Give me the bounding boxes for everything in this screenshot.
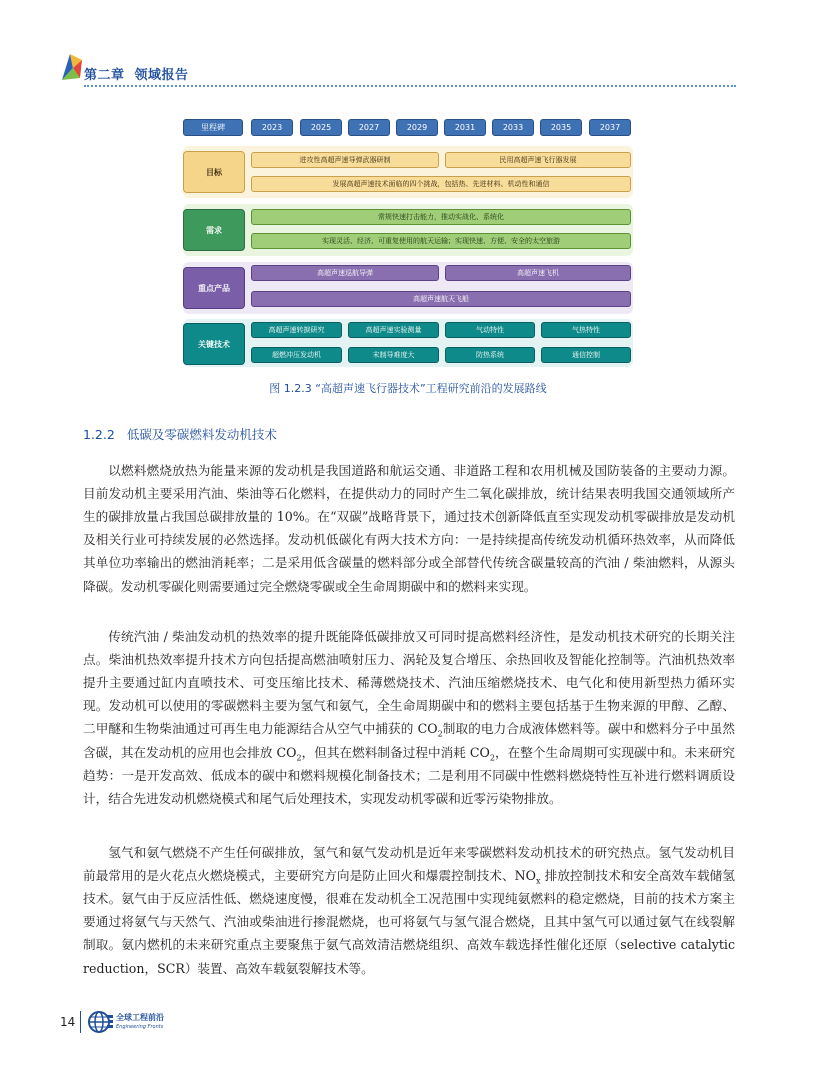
roadmap-figure xyxy=(183,119,633,366)
paragraph-text: ，在整个生命周期可实现碳中和。未来研究趋势：一是开发高效、低成本的碳中和燃料规模化制备技术；二是利用不同碳中性燃料燃烧特性互补进行燃料调质设计，结合先进发动机燃烧模式和尾气后处理技术，实现发动机零碳和近零污染物排放。 xyxy=(83,744,735,807)
subscript: x xyxy=(536,876,541,886)
tech-item: 气热特性 xyxy=(541,322,631,338)
chapter-name: 领域报告 xyxy=(134,68,189,83)
milestone-year: 2027 xyxy=(348,119,390,136)
footer-divider xyxy=(80,1011,81,1033)
paragraph-text: ，但其在燃料制备过程中消耗 CO xyxy=(301,744,490,760)
milestone-year: 2031 xyxy=(444,119,486,136)
tech-item: 超燃冲压发动机 xyxy=(251,347,342,363)
goal-category: 目标 xyxy=(183,151,245,193)
tech-category: 关键技术 xyxy=(183,323,245,365)
goal-item: 进攻性高超声速导弹武器研制 xyxy=(251,152,439,168)
page-number: 14 xyxy=(60,1015,76,1029)
product-item: 高超声速巡航导弹 xyxy=(251,265,439,281)
section-title: 低碳及零碳燃料发动机技术 xyxy=(126,427,277,442)
milestone-year: 2037 xyxy=(589,119,631,136)
milestone-year: 2029 xyxy=(396,119,438,136)
milestone-year: 2023 xyxy=(251,119,293,136)
page-header xyxy=(60,50,736,92)
tech-item: 通信控制 xyxy=(541,347,631,363)
product-category: 重点产品 xyxy=(183,267,245,309)
globe-logo-icon xyxy=(88,1011,114,1033)
subscript: 2 xyxy=(437,729,443,739)
paragraph xyxy=(83,625,735,811)
tech-item: 气动特性 xyxy=(445,322,535,338)
footer-brand: 全球工程前沿 xyxy=(116,1013,164,1022)
paragraph-text: 制取的电力合成液体燃料等。碳中和燃料分子中虽然含碳，其在发动机的应用也会排放 CO xyxy=(83,721,736,760)
paragraph: 以燃料燃烧放热为能量来源的发动机是我国道路和航运交通、非道路工程和农用机械及国防装备的主要动力源。目前发动机主要采用汽油、柴油等石化燃料，在提供动力的同时产生二氧化碳排放，统计结果表明我国交通领域所产生的碳排放量占我国总碳排放量的 10%。在“双碳”战略背景下，通过技术创新降低直至实现发动机零碳排放是发动机及相关行业可持续发展的必然选择。发动机低碳化有两大技术方向：一是持续提高传统发动机循环热效率，从而降低其单位功率输出的燃油消耗率；二是采用低含碳量的燃料部分或全部替代传统含碳量较高的汽油 / 柴油燃料，从源头降碳。发动机零碳化则需要通过完全燃烧零碳或全生命周期碳中和的燃料来实现。 xyxy=(83,462,735,594)
product-item: 高超声速航天飞船 xyxy=(251,291,631,307)
chapter-logo-icon xyxy=(60,50,84,82)
tech-item: 末制导难度大 xyxy=(348,347,439,363)
tech-item: 高超声速转捩研究 xyxy=(251,322,342,338)
footer-brand-en: Engineering Fronts xyxy=(116,1024,164,1030)
milestone-year: 2035 xyxy=(540,119,582,136)
paragraph-text: 氢气和氨气燃烧不产生任何碳排放，氢气和氨气发动机是近年来零碳燃料发动机技术的研究热点。氢气发动机目前最常用的是火花点火燃烧模式，主要研究方向是防止回火和爆震控制技术、NO xyxy=(83,844,735,883)
chapter-number: 第二章 xyxy=(84,68,125,83)
milestone-year: 2033 xyxy=(492,119,534,136)
paragraph-text: 传统汽油 / 柴油发动机的热效率的提升既能降低碳排放又可同时提高燃料经济性，是发动机技术研究的长期关注点。柴油机热效率提升技术方向包括提高燃油喷射压力、涡轮及复合增压、余热回收及智能化控制等。汽油机热效率提升主要通过缸内直喷技术、可变压缩比技术、稀薄燃烧技术、汽油压缩燃烧技术、电气化和使用新型热力循环实现。发动机可以使用的零碳燃料主要为氢气和氨气，全生命周期碳中和的燃料主要包括基于生物来源的甲醇、乙醇、二甲醚和生物柴油通过可再生电力能源结合从空气中捕获的 CO xyxy=(83,628,735,737)
tech-item: 高超声速实验测量 xyxy=(348,322,439,338)
chapter-title xyxy=(84,64,189,83)
milestone-label: 里程碑 xyxy=(183,119,243,136)
section-heading xyxy=(83,425,277,443)
header-divider xyxy=(84,85,736,87)
need-item: 实现灵活、经济、可重复使用的航天运输；实现快速、方便、安全的太空旅游 xyxy=(251,233,631,249)
section-number: 1.2.2 xyxy=(83,427,115,442)
goal-item: 发展高超声速技术面临的四个挑战，包括热、先进材料、机动性和通信 xyxy=(251,176,631,192)
product-item: 高超声速飞机 xyxy=(445,265,631,281)
tech-item: 防热系统 xyxy=(445,347,535,363)
subscript: 2 xyxy=(489,753,495,763)
goal-item: 民用高超声速飞行器发展 xyxy=(445,152,631,168)
need-item: 常规快速打击能力，推动实战化、系统化 xyxy=(251,209,631,225)
paragraph-text: 排放控制技术和安全高效车载储氢技术。氨气由于反应活性低、燃烧速度慢，很难在发动机全工况范围中实现纯氨燃料的稳定燃烧，目前的技术方案主要通过将氨气与天然气、汽油或柴油进行掺混燃烧，也可将氨气与氢气混合燃烧，且其中氢气可以通过氨气在线裂解制取。氨内燃机的未来研究重点主要聚焦于氨气高效清洁燃烧组织、高效车载选择性催化还原（selective catalytic reduction，SCR）装置、高效车载氨裂解技术等。 xyxy=(83,867,735,976)
milestone-year: 2025 xyxy=(300,119,342,136)
figure-caption: 图 1.2.3 “高超声速飞行器技术”工程研究前沿的发展路线 xyxy=(269,382,547,395)
need-category: 需求 xyxy=(183,209,245,251)
subscript: 2 xyxy=(296,753,302,763)
paragraph xyxy=(83,841,735,980)
